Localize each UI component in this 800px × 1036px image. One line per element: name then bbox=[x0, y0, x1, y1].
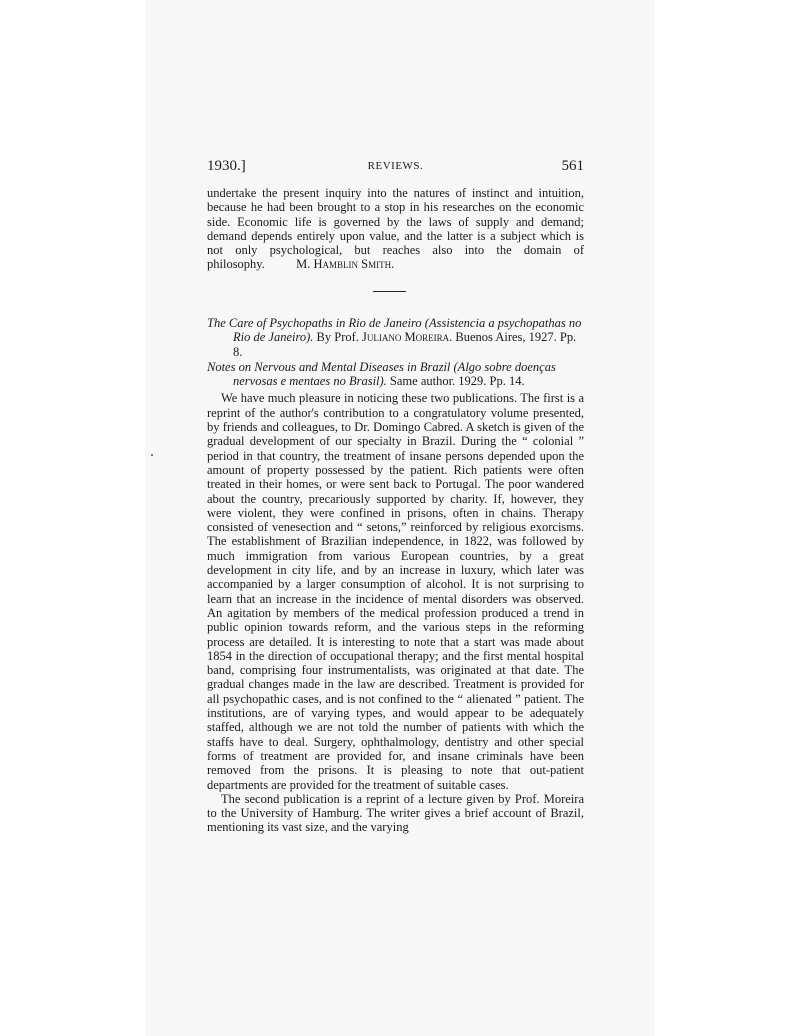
closing-paragraph bbox=[207, 186, 584, 272]
citation-1-title: The Care of Psychopaths in Rio de Janeiro (Assistencia a psychopathas no Rio de Janeiro). bbox=[207, 316, 582, 345]
stray-mark bbox=[151, 454, 153, 456]
citation-1-by: By Prof. bbox=[313, 330, 363, 345]
citation-1-author: Juliano Moreira. bbox=[362, 330, 453, 345]
citation-2-title: Notes on Nervous and Mental Diseases in Brazil (Algo sobre doenças nervosas e mentaes no Brasil). bbox=[207, 359, 556, 389]
section-divider bbox=[373, 291, 406, 292]
review-paragraph-1: We have much pleasure in noticing these two publications. The first is a reprint of the author's contribution to a congratulatory volume presented, by friends and colleagues, to Dr. Domingo Cabred. A sketch is given of the gradual development of our specialty in Brazil. During the “ colonial ” period in that country, the treatment of insane persons depended upon the amount of property possessed by the patient. Rich patients were often treated in their homes, or were sent back to Portugal. The poor wandered about the country, precariously supported by charity. If, however, they were violent, they were confined in prisons, often in chains. Therapy consisted of venesection and “ setons,” reinforced by religious exorcisms. The establishment of Brazilian independence, in 1822, was followed by much immigration from various European countries, by a great development in city life, and by an increase in luxury, which later was accompanied by a larger consumption of alcohol. It is not surprising to learn that an increase in the incidence of mental disorders was observed. An agitation by members of the medical profession produced a trend in public opinion towards reform, and the various steps in the reforming process are detailed. It is interesting to note that a start was made about 1854 in the direction of occupational therapy; and the first mental hospital band, comprising four instrumentalists, was originated at that date. The gradual changes made in the law are described. Treatment is provided for all psychopathic cases, and is not confined to the “ alienated ” patient. The institutions, are of varying types, and would appear to be adequately staffed, although we are not told the number of patients with which the staffs have to deal. Surgery, ophthalmology, dentistry and other special forms of treatment are provided for, and insane criminals have been removed from the prisons. It is pleasing to note that out-patient departments are provided for the treatment of suitable cases. bbox=[207, 391, 584, 792]
review-paragraph-2: The second publication is a reprint of a lecture given by Prof. Moreira to the University of Hamburg. The writer gives a brief account of Brazil, mentioning its vast size, and the varying bbox=[207, 791, 584, 835]
running-header bbox=[207, 158, 584, 178]
reviewer-signature: M. Hamblin Smith. bbox=[296, 257, 395, 272]
citation-1 bbox=[207, 316, 584, 359]
citation-2-details: Same author. 1929. Pp. 14. bbox=[386, 374, 525, 389]
citation-2 bbox=[207, 360, 584, 389]
previous-review-end bbox=[207, 186, 584, 272]
closing-paragraph-text: undertake the present inquiry into the natures of instinct and intuition, because he had been brought to a stop in his researches on the economic side. Economic life is governed by the laws of supply and demand; demand depends entirely upon value, and the latter is a subject which is not only psychological, but reaches also into the domain of philosophy. bbox=[207, 186, 584, 272]
citation-1-details: Buenos Aires, 1927. Pp. 8. bbox=[233, 330, 577, 359]
header-section: REVIEWS. bbox=[367, 160, 424, 172]
header-year: 1930.] bbox=[207, 158, 246, 174]
review-entry bbox=[207, 316, 584, 835]
page-number: 561 bbox=[561, 158, 584, 174]
